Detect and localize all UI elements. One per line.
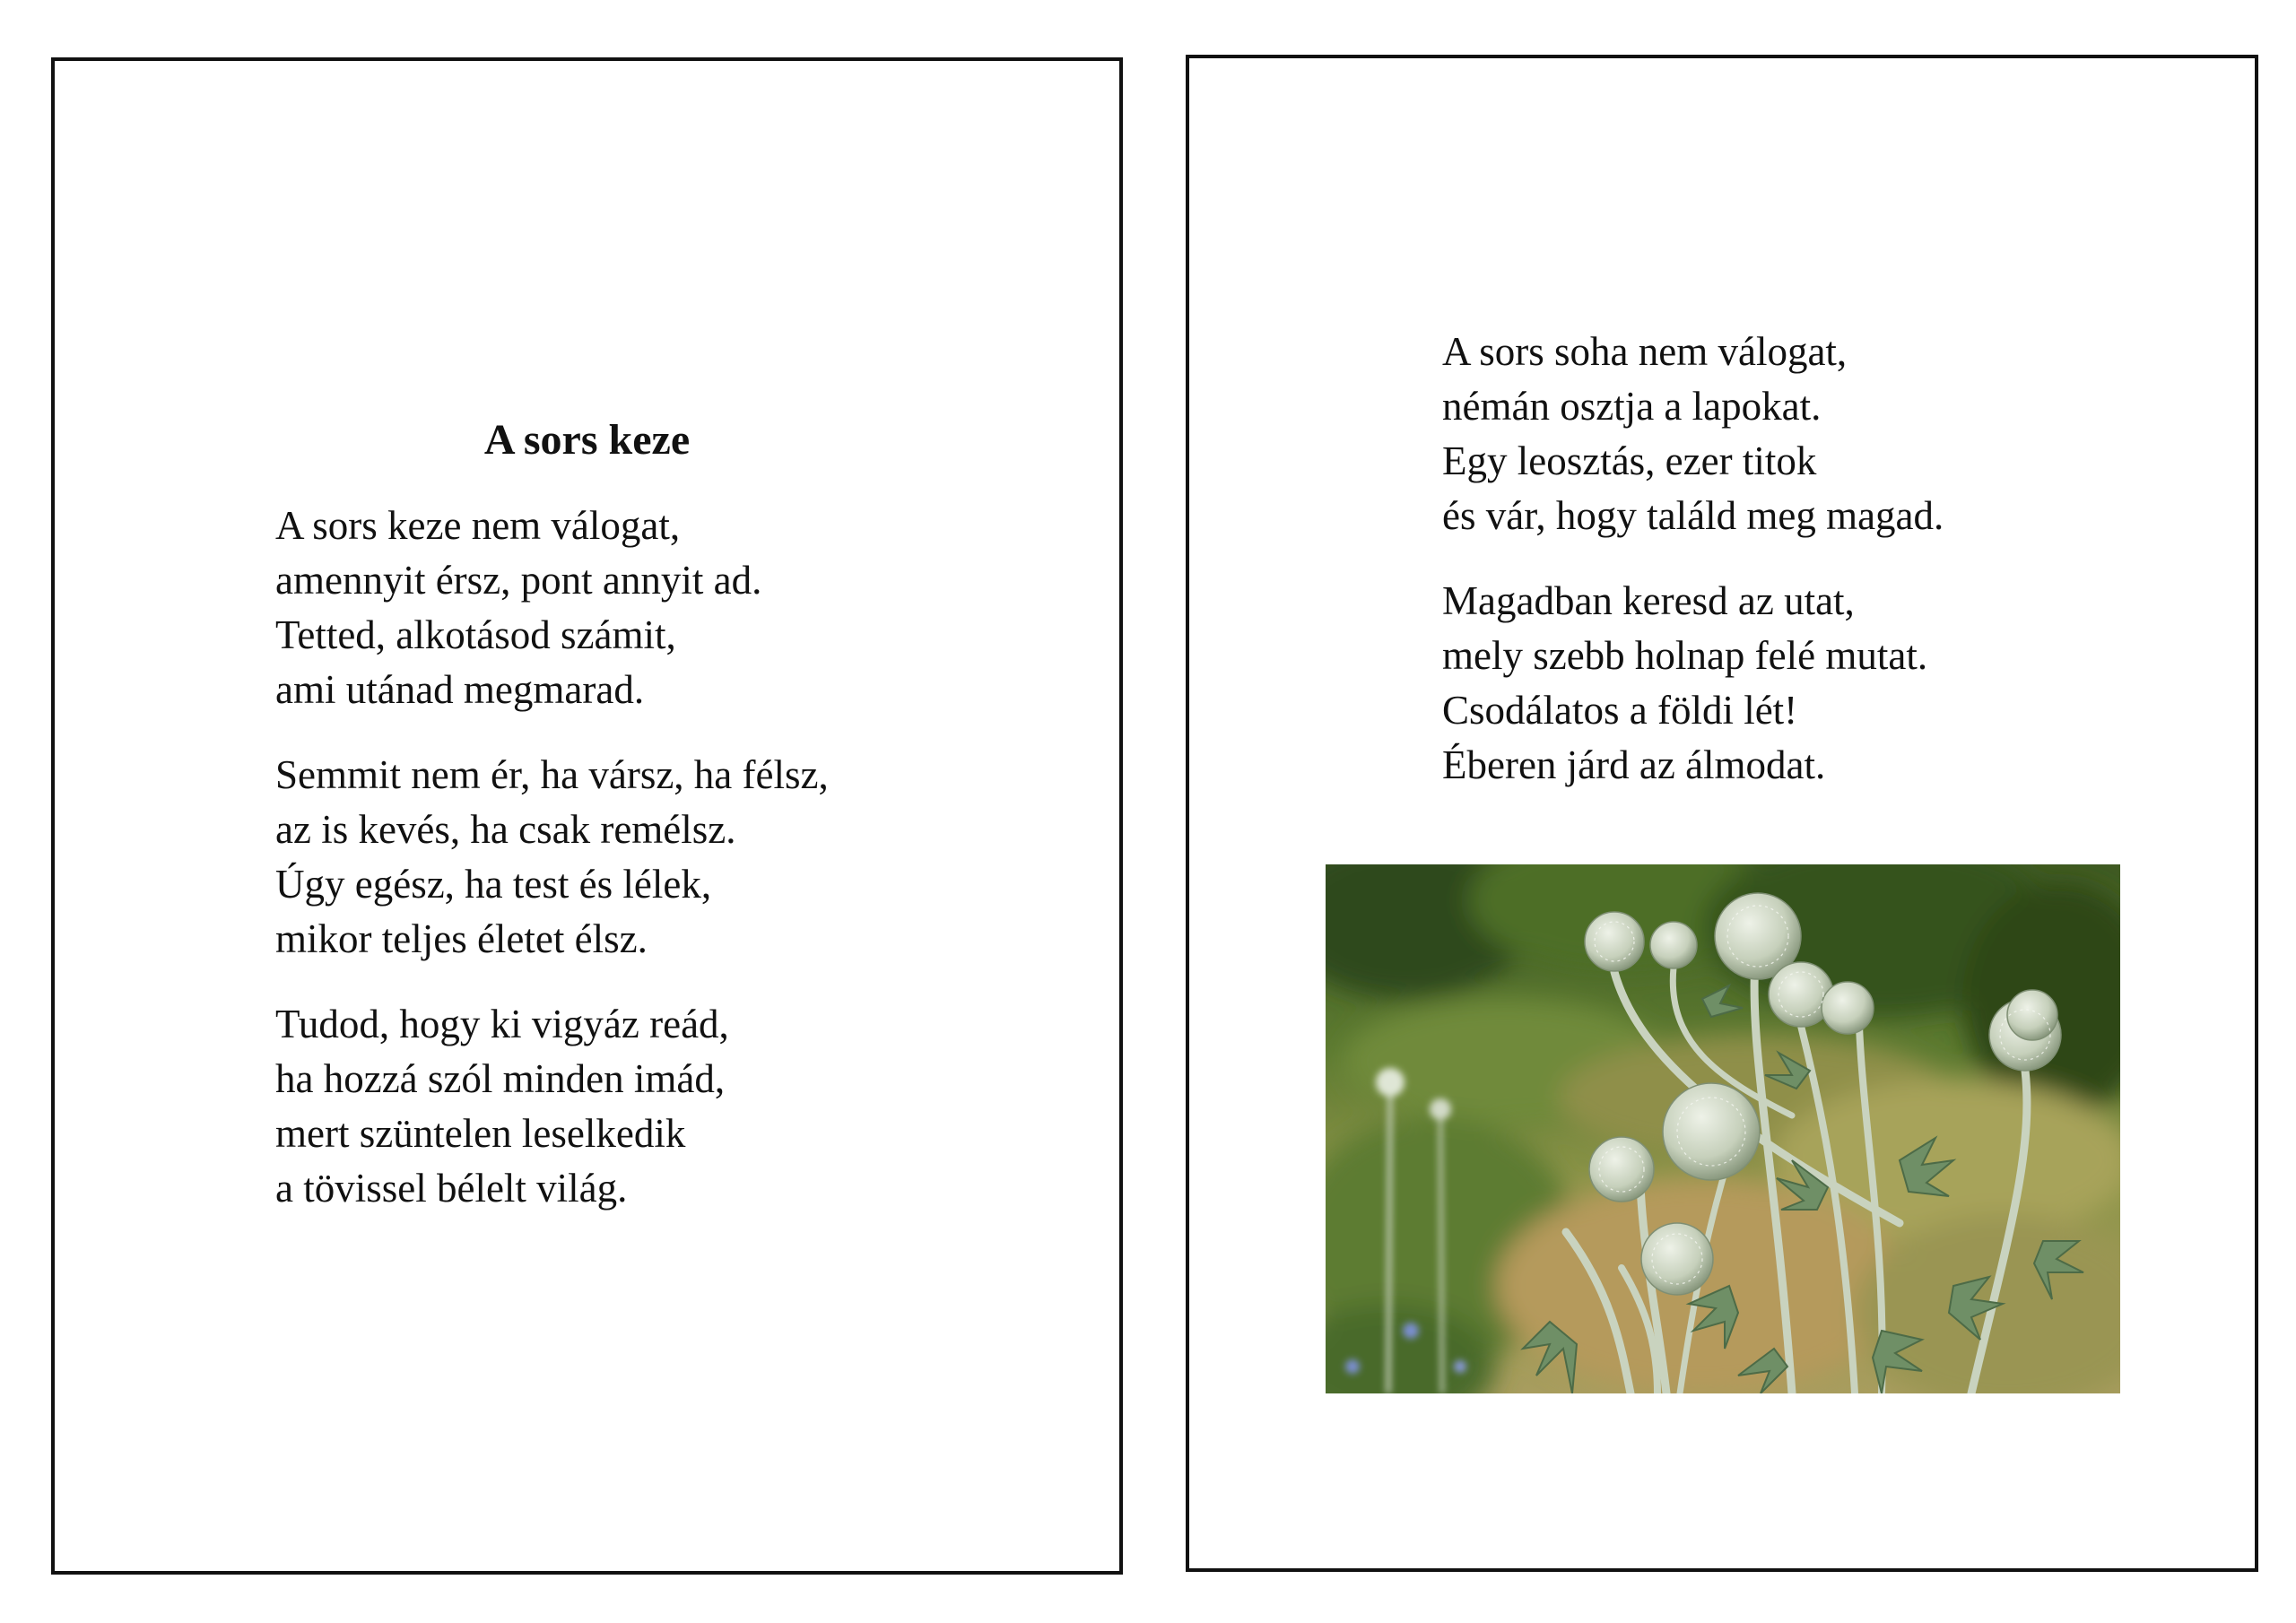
poem-line: ha hozzá szól minden imád,	[275, 1056, 726, 1101]
poem-line: a tövissel bélelt világ.	[275, 1166, 628, 1211]
poem-line: Csodálatos a földi lét!	[1442, 688, 1798, 733]
poem-line: ami utánad megmarad.	[275, 667, 645, 712]
poem-line: Semmit nem ér, ha vársz, ha félsz,	[275, 752, 829, 797]
left-poem	[275, 499, 829, 1246]
stanza	[1442, 325, 1944, 543]
stanza	[275, 997, 829, 1216]
poem-line: az is kevés, ha csak remélsz.	[275, 807, 736, 852]
poem-title: A sors keze	[483, 416, 691, 464]
poem-line: amennyit érsz, pont annyit ad.	[275, 558, 762, 603]
poem-line: Úgy egész, ha test és lélek,	[275, 862, 712, 907]
thistle-photo	[1326, 864, 2120, 1393]
right-poem	[1442, 325, 1944, 823]
stanza	[275, 748, 829, 967]
poem-line: mert szüntelen leselkedik	[275, 1111, 686, 1156]
poem-line: Egy leosztás, ezer titok	[1442, 438, 1817, 483]
stanza	[275, 499, 829, 717]
poem-line: Tudod, hogy ki vigyáz reád,	[275, 1002, 729, 1046]
poem-line: némán osztja a lapokat.	[1442, 384, 1822, 429]
poem-line: A sors soha nem válogat,	[1442, 329, 1848, 374]
poem-line: Magadban keresd az utat,	[1442, 578, 1855, 623]
poem-line: mely szebb holnap felé mutat.	[1442, 633, 1928, 678]
poem-line: A sors keze nem válogat,	[275, 503, 681, 548]
stanza	[1442, 574, 1944, 793]
poem-line: és vár, hogy találd meg magad.	[1442, 493, 1944, 538]
right-page	[1186, 55, 2258, 1572]
poem-line: Éberen járd az álmodat.	[1442, 742, 1826, 787]
poem-line: Tetted, alkotásod számit,	[275, 612, 676, 657]
poem-line: mikor teljes életet élsz.	[275, 916, 648, 961]
left-page	[51, 57, 1123, 1575]
